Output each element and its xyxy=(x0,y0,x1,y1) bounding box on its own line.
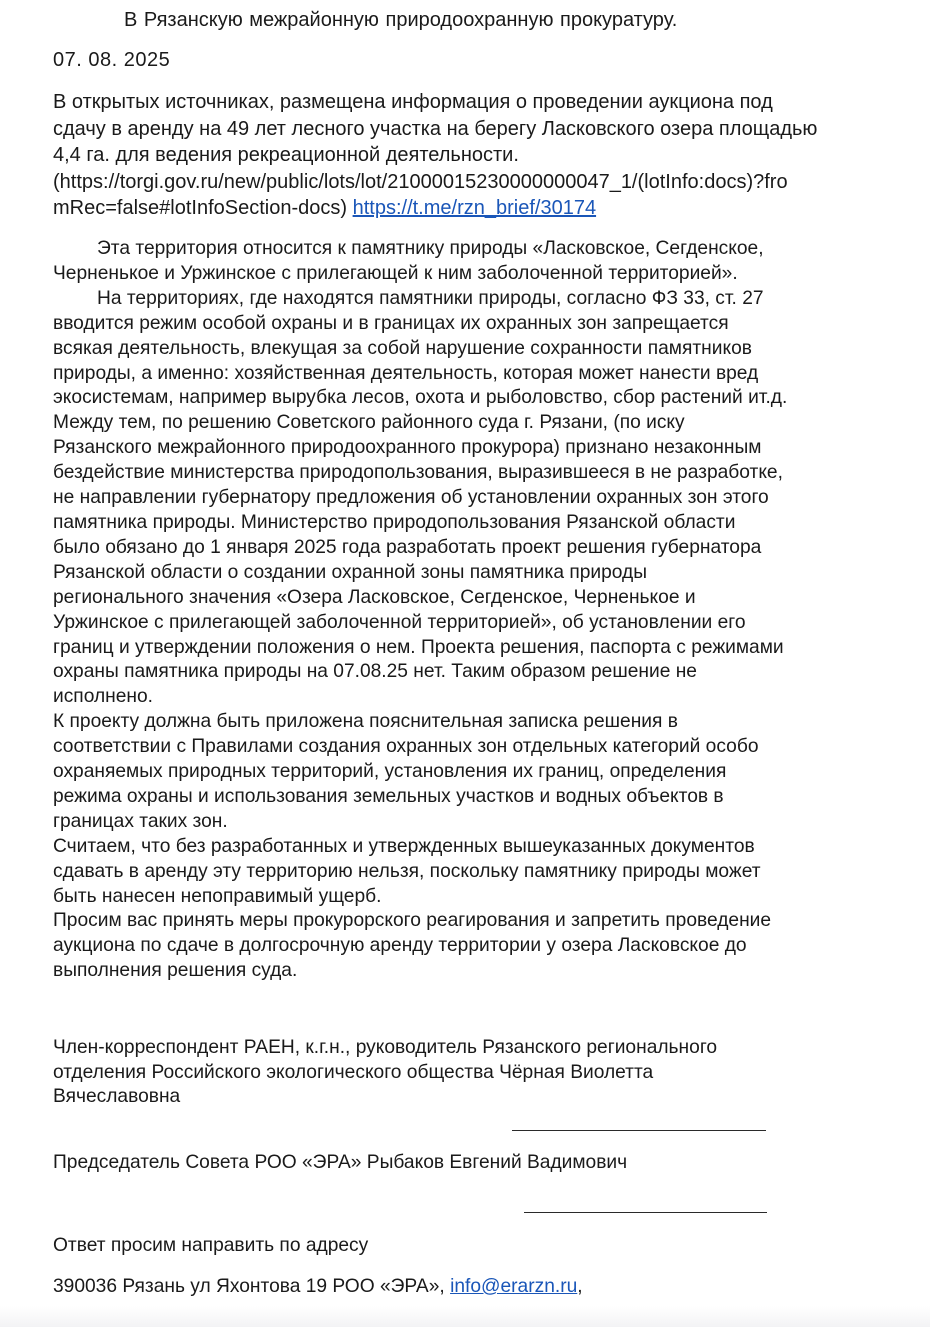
body-line: выполнения решения суда. xyxy=(53,960,298,982)
body-line: границ и утверждении положения о нем. Проекта решения, паспорта с режимами xyxy=(53,636,784,658)
body-line: сдавать в аренду эту территорию нельзя, поскольку памятнику природы может xyxy=(53,860,761,882)
addressee-line: В Рязанскую межрайонную природоохранную прокуратуру. xyxy=(124,9,678,31)
signer-block-2: Председатель Совета РОО «ЭРА» Рыбаков Евгений Вадимович xyxy=(53,1152,628,1173)
body-line: Рязанского межрайонного природоохранного прокурора) признано незаконным xyxy=(53,437,762,459)
body-line: бездействие министерства природопользования, выразившееся в не разработке, xyxy=(53,462,783,484)
body-line: Черненькое и Уржинское с прилегающей к ним заболоченной территорией». xyxy=(53,262,738,284)
email-link[interactable]: info@erarzn.ru xyxy=(450,1276,578,1297)
body-line: регионального значения «Озера Ласковское, Сегденское, Черненькое и xyxy=(53,586,696,608)
body-line: аукциона по сдаче в долгосрочную аренду территории у озера Ласковское до xyxy=(53,935,747,957)
intro-line-last xyxy=(53,195,893,222)
body-line: экосистемам, например вырубка лесов, охота и рыболовство, сбор растений ит.д. xyxy=(53,387,788,409)
body-line: соответствии с Правилами создания охранных зон отдельных категорий особо xyxy=(53,736,759,758)
address-text: 390036 Рязань ул Яхонтова 19 РОО «ЭРА», xyxy=(53,1276,451,1297)
intro-line: (https://torgi.gov.ru/new/public/lots/lot/21000015230000000047_1/(lotInfo:docs)?fro xyxy=(53,170,788,193)
body-line: Уржинское с прилегающей заболоченной территорией», об установлении его xyxy=(53,611,746,633)
signature-line-2 xyxy=(524,1212,767,1213)
body-line: границах таких зон. xyxy=(53,810,228,832)
letter-body xyxy=(53,237,903,984)
intro-url-tail: mRec=false#lotInfoSection-docs) xyxy=(53,197,353,219)
intro-line: В открытых источниках, размещена информация о проведении аукциона под xyxy=(53,91,773,113)
telegram-link[interactable]: https://t.me/rzn_brief/30174 xyxy=(352,197,597,219)
body-line: вводится режим особой охраны и в границах их охранных зон запрещается xyxy=(53,312,729,334)
intro-line: сдачу в аренду на 49 лет лесного участка на берегу Ласковского озера площадью xyxy=(53,117,818,140)
body-line: не направлении губернатору предложения об установлении охранных зон этого xyxy=(53,487,769,509)
intro-paragraph xyxy=(53,89,893,222)
signer-line: отделения Российского экологического общества Чёрная Виолетта xyxy=(53,1061,654,1083)
body-line: Рязанской области о создании охранной зоны памятника природы xyxy=(53,561,648,583)
page-bottom-edge xyxy=(0,1306,930,1327)
signer-block-1 xyxy=(53,1036,717,1110)
reply-request: Ответ просим направить по адресу xyxy=(53,1235,369,1256)
body-line: К проекту должна быть приложена пояснительная записка решения в xyxy=(53,711,678,733)
body-line: природы, а именно: хозяйственная деятельность, которая может нанести вред xyxy=(53,362,759,384)
body-line: быть нанесен непоправимый ущерб. xyxy=(53,885,382,907)
body-line: Считаем, что без разработанных и утвержденных вышеуказанных документов xyxy=(53,835,755,857)
body-line: Эта территория относится к памятнику природы «Ласковское, Сегденское, xyxy=(97,238,764,259)
body-line: исполнено. xyxy=(53,686,154,708)
body-line: режима охраны и использования земельных участков и водных объектов в xyxy=(53,785,724,807)
body-line: охраны памятника природы на 07.08.25 нет. Таким образом решение не xyxy=(53,661,697,683)
intro-line: 4,4 га. для ведения рекреационной деятельности. xyxy=(53,144,519,166)
body-line: было обязано до 1 января 2025 года разработать проект решения губернатора xyxy=(53,536,762,558)
body-line: всякая деятельность, влекущая за собой нарушение сохранности памятников xyxy=(53,337,752,359)
reply-address xyxy=(53,1275,583,1299)
body-line: Между тем, по решению Советского районного суда г. Рязани, (по иску xyxy=(53,412,685,434)
signature-line-1 xyxy=(512,1130,766,1131)
body-line: памятника природы. Министерство природопользования Рязанской области xyxy=(53,511,736,533)
address-tail: , xyxy=(577,1276,583,1297)
signer-line: Член-корреспондент РАЕН, к.г.н., руководитель Рязанского регионального xyxy=(53,1037,718,1058)
body-line: На территориях, где находятся памятники природы, согласно ФЗ 33, ст. 27 xyxy=(97,287,764,309)
body-line: Просим вас принять меры прокурорского реагирования и запретить проведение xyxy=(53,910,772,932)
body-line: охраняемых природных территорий, установления их границ, определения xyxy=(53,761,727,783)
signer-line: Вячеславовна xyxy=(53,1086,181,1107)
letter-date: 07. 08. 2025 xyxy=(53,49,171,71)
